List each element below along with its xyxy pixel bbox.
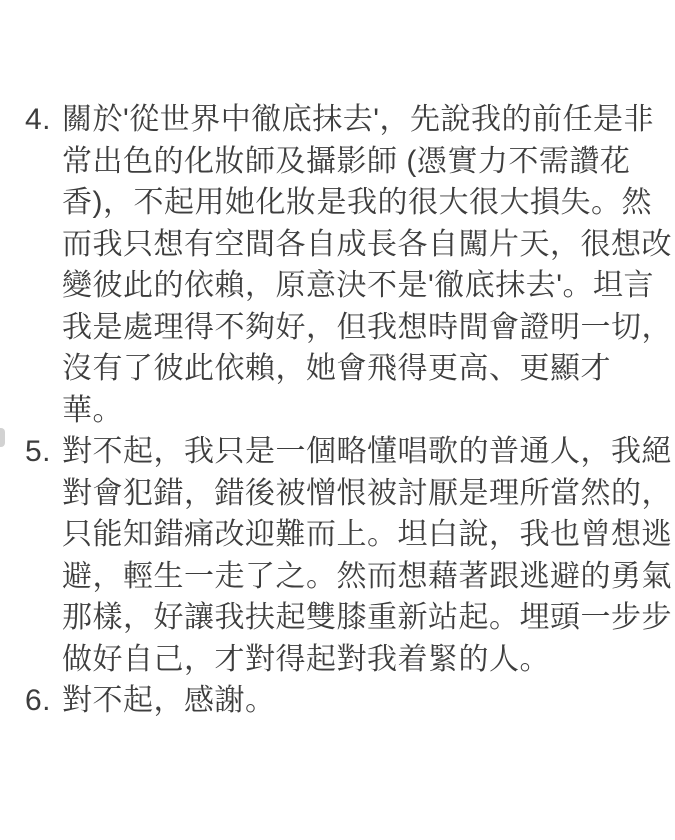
text-line: 而我只想有空間各自成長各自闖片天，很想改 — [62, 227, 672, 261]
numbered-statement-list — [25, 99, 675, 722]
item-number: 6. — [25, 684, 52, 717]
clipped-edge-artifact — [0, 428, 5, 447]
text-line: 那樣，好讓我扶起雙膝重新站起。埋頭一步步 — [62, 601, 672, 634]
item-number: 4. — [25, 103, 52, 136]
text-line: 變彼此的依賴，原意決不是'徹底抹去'。坦言 — [62, 269, 654, 302]
text-line: 避，輕生一走了之。然而想藉著跟逃避的勇氣 — [62, 559, 672, 593]
text-line: 華。 — [62, 393, 123, 427]
text-line: 常出色的化妝師及攝影師 (憑實力不需讚花 — [62, 144, 631, 178]
item-text — [62, 431, 675, 680]
text-line: 對會犯錯，錯後被憎恨被討厭是理所當然的， — [62, 476, 672, 510]
item-number: 5. — [25, 435, 52, 468]
text-line: 做好自己，才對得起對我着緊的人。 — [62, 642, 550, 676]
text-line: 我是處理得不夠好，但我想時間會證明一切， — [62, 310, 672, 344]
list-item — [25, 99, 675, 431]
text-line: 對不起，我只是一個略懂唱歌的普通人，我絕 — [62, 435, 672, 468]
text-line: 對不起，感謝。 — [62, 684, 276, 717]
list-item — [25, 680, 675, 722]
item-text — [62, 680, 675, 722]
item-text — [62, 99, 675, 431]
text-line: 沒有了彼此依賴，她會飛得更高、更顯才 — [62, 352, 611, 385]
text-line: 關於'從世界中徹底抹去'，先說我的前任是非 — [62, 103, 654, 136]
list-item — [25, 431, 675, 680]
text-line: 香)，不起用她化妝是我的很大很大損失。然 — [62, 186, 652, 219]
text-line: 只能知錯痛改迎難而上。坦白說，我也曾想逃 — [62, 518, 672, 551]
